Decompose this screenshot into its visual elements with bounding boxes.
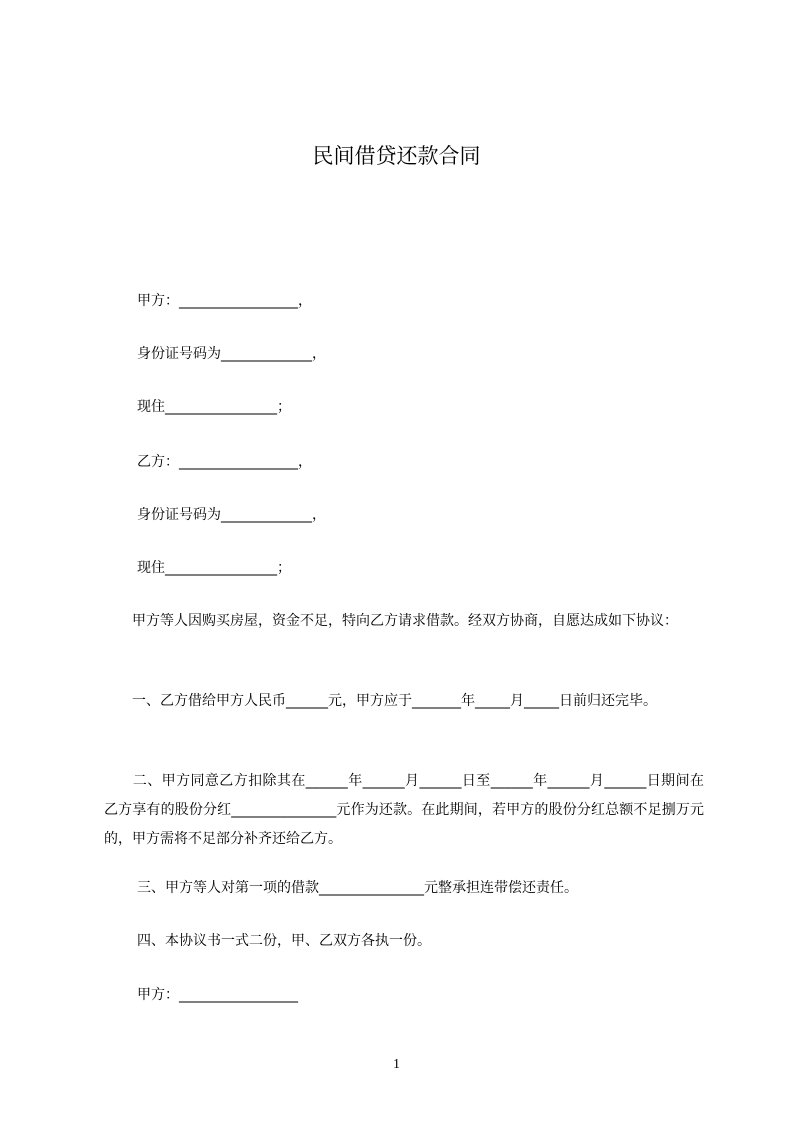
clause-2-paragraph: 二、甲方同意乙方扣除其在______年______月______日至______年______月______日期间在乙方享有的股份分红_______________元作为还款。在此期间，若甲方的股份分红总额不足捌万元的，甲方需将不足部分补齐还给乙方。	[104, 773, 704, 847]
signature-party-a-line: 甲方：_________________	[137, 987, 298, 1003]
party-b-address-line: 现住________________；	[137, 560, 291, 576]
page-title: 民间借贷还款合同	[312, 144, 481, 168]
clause-1-paragraph: 一、乙方借给甲方人民币______元，甲方应于_______年_____月_____日前归还完毕。	[104, 693, 657, 709]
party-a-address-line: 现住________________；	[137, 399, 291, 415]
party-b-id-line: 身份证号码为_____________，	[137, 507, 326, 523]
party-a-name-line: 甲方：_________________，	[137, 293, 312, 309]
page-number: 1	[393, 1057, 400, 1072]
intro-paragraph: 甲方等人因购买房屋，资金不足，特向乙方请求借款。经双方协商，自愿达成如下协议：	[104, 613, 678, 629]
clause-3-paragraph: 三、甲方等人对第一项的借款_______________元整承担连带偿还责任。	[137, 880, 578, 896]
party-b-name-line: 乙方：_________________，	[137, 454, 312, 470]
party-a-id-line: 身份证号码为_____________，	[137, 346, 326, 362]
clause-4-paragraph: 四、本协议书一式二份，甲、乙双方各执一份。	[137, 933, 431, 949]
